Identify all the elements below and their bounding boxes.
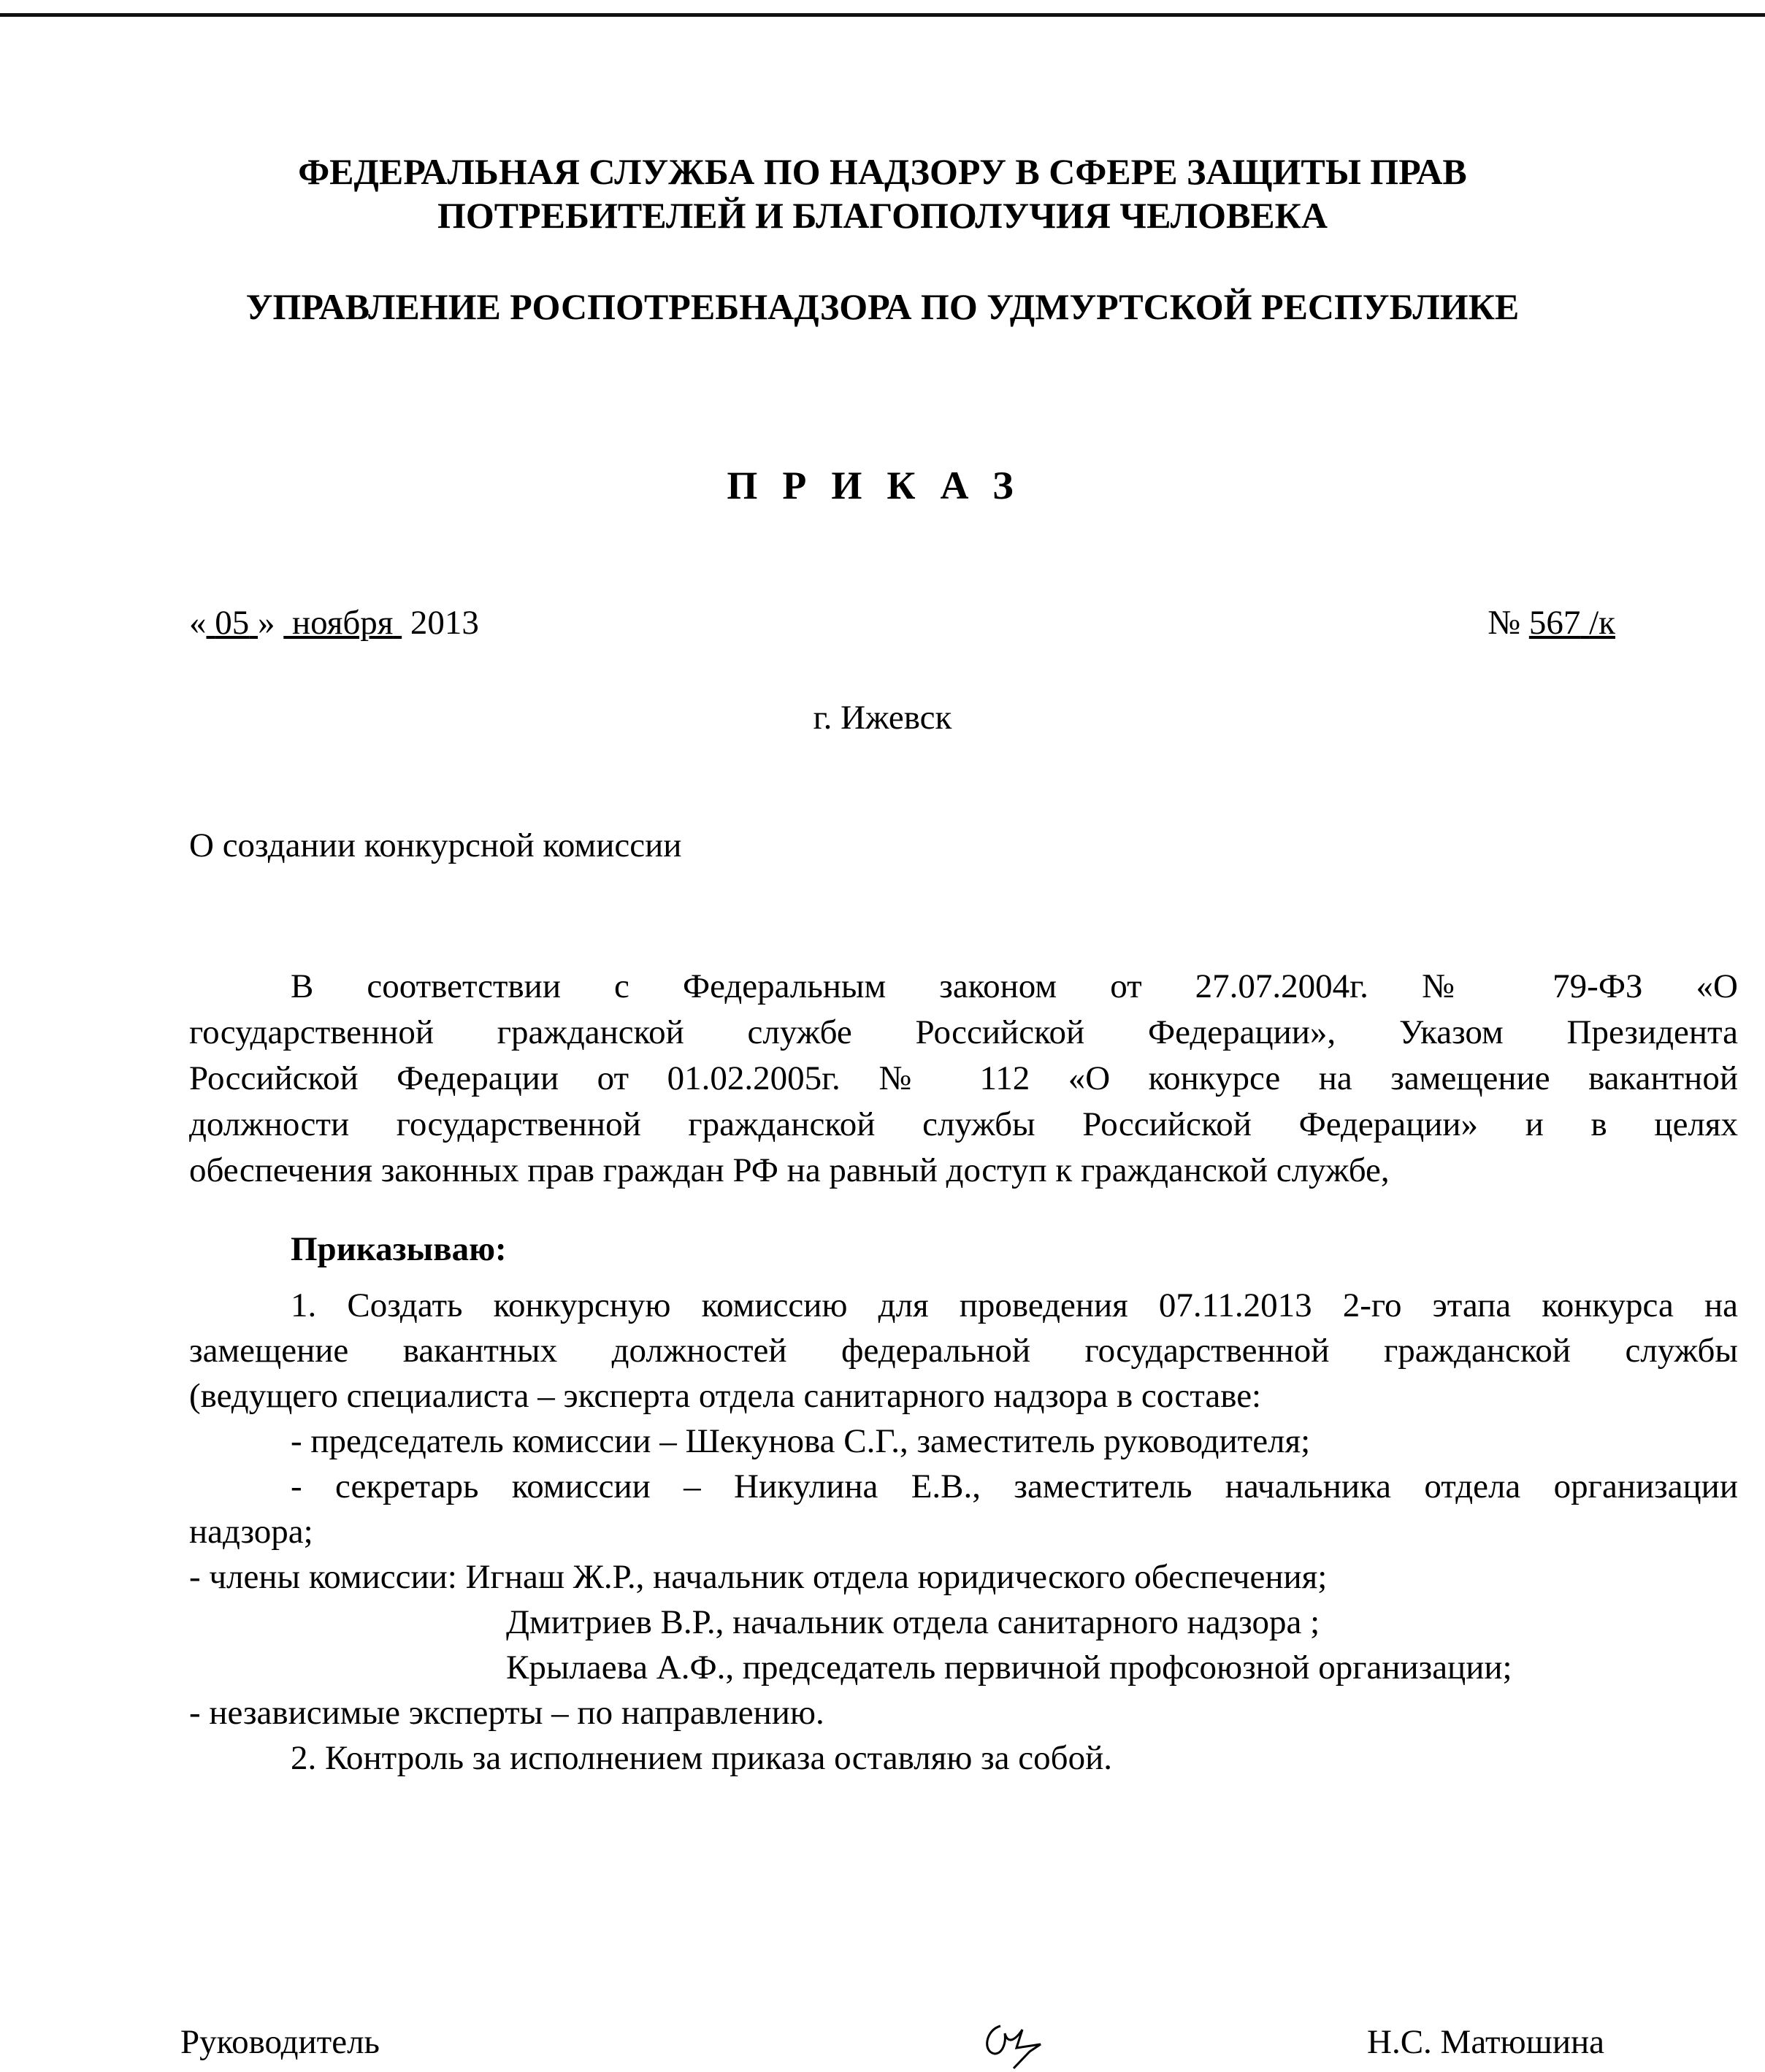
order-item-line: надзора; bbox=[189, 1513, 313, 1551]
commission-member: Дмитриев В.Р., начальник отдела санитарного надзора ; bbox=[506, 1603, 1320, 1641]
commission-secretary: - секретарь комиссии – Никулина Е.В., заместитель начальника отдела организации bbox=[291, 1467, 1738, 1505]
agency-name-line2: ПОТРЕБИТЕЛЕЙ И БЛАГОПОЛУЧИЯ ЧЕЛОВЕКА bbox=[437, 195, 1328, 236]
preamble-line: Российской Федерации от 01.02.2005г. № 112 «О конкурсе на замещение вакантной bbox=[189, 1059, 1738, 1097]
order-date bbox=[189, 606, 479, 640]
order-item-line: 2. Контроль за исполнением приказа оставляю за собой. bbox=[291, 1739, 1112, 1777]
agency-name-line1: ФЕДЕРАЛЬНАЯ СЛУЖБА ПО НАДЗОРУ В СФЕРЕ ЗАЩИТЫ ПРАВ bbox=[298, 151, 1467, 192]
date-quote-open: « bbox=[189, 604, 207, 642]
order-item-line: (ведущего специалиста – эксперта отдела санитарного надзора в составе: bbox=[189, 1377, 1262, 1415]
order-item-line: 1. Создать конкурсную комиссию для проведения 07.11.2013 2-го этапа конкурса на bbox=[291, 1286, 1738, 1324]
date-quote-close: » bbox=[258, 604, 275, 642]
department-name: УПРАВЛЕНИЕ РОСПОТРЕБНАДЗОРА ПО УДМУРТСКОЙ РЕСПУБЛИКЕ bbox=[245, 286, 1520, 327]
commission-chair: - председатель комиссии – Шекунова С.Г., заместитель руководителя; bbox=[291, 1422, 1311, 1460]
preamble-line: должности государственной гражданской службы Российской Федерации» и в целях bbox=[189, 1105, 1738, 1143]
preamble-line: обеспечения законных прав граждан РФ на равный доступ к гражданской службе, bbox=[189, 1151, 1390, 1189]
handwritten-signature bbox=[979, 2011, 1059, 2070]
subject: О создании конкурсной комиссии bbox=[189, 826, 682, 864]
city: г. Ижевск bbox=[813, 699, 952, 737]
number-suffix: /к bbox=[1589, 604, 1615, 642]
commission-member: Крылаева А.Ф., председатель первичной профсоюзной организации; bbox=[506, 1649, 1512, 1687]
date-day: 05 bbox=[215, 604, 250, 642]
independent-experts: - независимые эксперты – по направлению. bbox=[189, 1694, 824, 1732]
order-word: Приказываю: bbox=[291, 1230, 507, 1268]
signatory-name: Н.С. Матюшина bbox=[1367, 2023, 1604, 2061]
date-month: ноября bbox=[292, 604, 394, 642]
commission-member: - члены комиссии: Игнаш Ж.Р., начальник отдела юридического обеспечения; bbox=[189, 1558, 1328, 1596]
preamble-line: В соответствии с Федеральным законом от 27.07.2004г. № 79-ФЗ «О bbox=[291, 967, 1738, 1005]
number-value: 567 bbox=[1528, 604, 1581, 642]
number-sign: № bbox=[1488, 604, 1521, 642]
order-number bbox=[1488, 606, 1615, 640]
top-rule bbox=[0, 13, 1765, 17]
document-title: ПРИКАЗ bbox=[727, 464, 1038, 507]
order-item-line: замещение вакантных должностей федеральной государственной гражданской службы bbox=[189, 1332, 1738, 1370]
preamble-line: государственной гражданской службе Российской Федерации», Указом Президента bbox=[189, 1013, 1738, 1051]
signatory-position: Руководитель bbox=[180, 2023, 380, 2061]
date-year: 2013 bbox=[410, 604, 479, 642]
